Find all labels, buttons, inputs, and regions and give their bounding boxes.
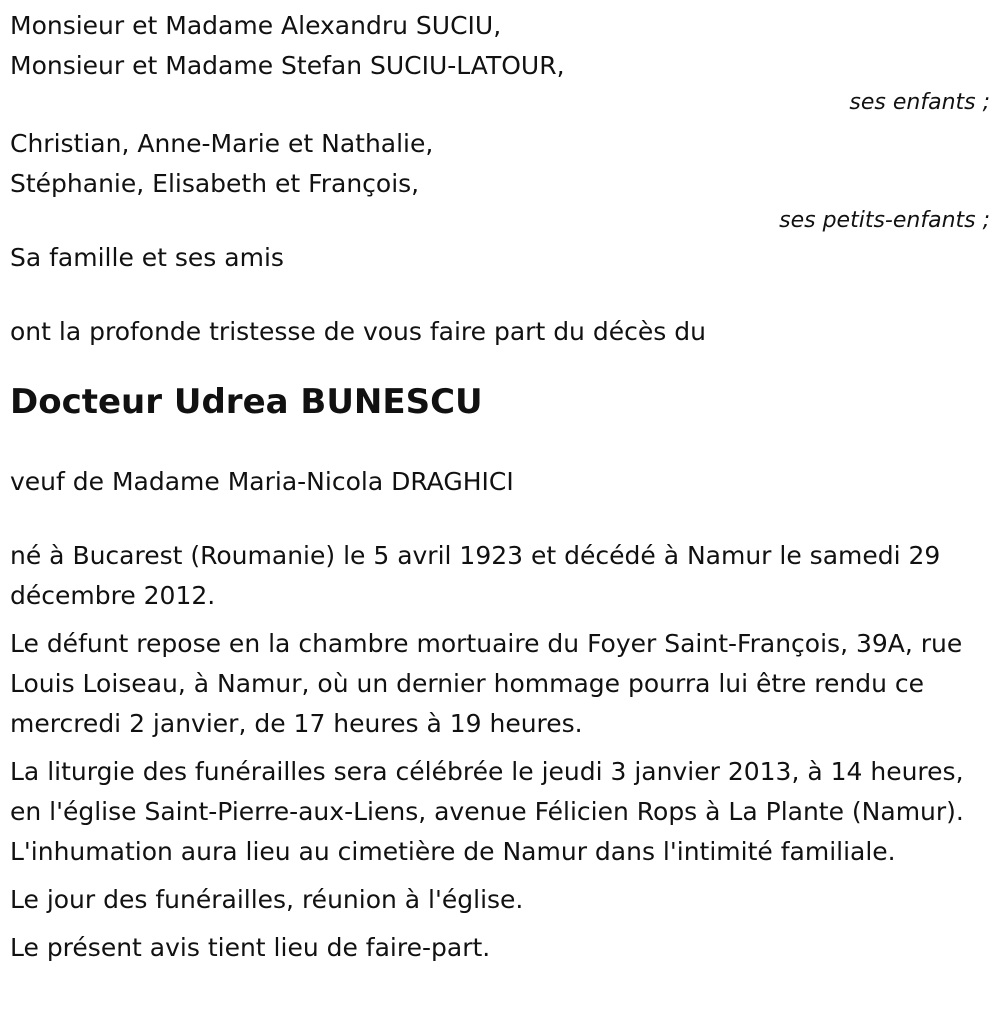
spacer (10, 872, 990, 880)
widower-of: veuf de Madame Maria-Nicola DRAGHICI (10, 467, 514, 496)
children-role: ses enfants ; (849, 90, 990, 115)
family-line: Sa famille et ses amis (10, 243, 284, 272)
spacer (10, 502, 990, 536)
spacer (10, 278, 990, 312)
obituary-notice (10, 6, 990, 968)
closing: Le présent avis tient lieu de faire-part. (10, 933, 491, 962)
birth-death: né à Bucarest (Roumanie) le 5 avril 1923 et décédé à Namur le samedi 29 décembre 2012. (10, 541, 941, 610)
spacer (10, 744, 990, 752)
spacer (10, 352, 990, 376)
grandchildren-line-2: Stéphanie, Elisabeth et François, (10, 169, 420, 198)
rest-place: Le défunt repose en la chambre mortuaire du Foyer Saint-François, 39A, rue Louis Loiseau, à Namur, où un dernier hommage pourra lui être rendu ce mercredi 2 janvier, de 17 heures à 19 heures. (10, 629, 963, 738)
liturgy: La liturgie des funérailles sera célébrée le jeudi 3 janvier 2013, à 14 heures, en l'église Saint-Pierre-aux-Liens, avenue Félicien Rops à La Plante (Namur). L'inhumation aura lieu au cimetière de Namur dans l'intimité familiale. (10, 757, 964, 866)
spacer (10, 428, 990, 462)
spacer (10, 920, 990, 928)
gathering: Le jour des funérailles, réunion à l'église. (10, 885, 524, 914)
grandchildren-line-1: Christian, Anne-Marie et Nathalie, (10, 129, 434, 158)
children-line-1: Monsieur et Madame Alexandru SUCIU, (10, 11, 502, 40)
announcement: ont la profonde tristesse de vous faire part du décès du (10, 317, 706, 346)
deceased-name: Docteur Udrea BUNESCU (10, 382, 483, 422)
children-line-2: Monsieur et Madame Stefan SUCIU-LATOUR, (10, 51, 565, 80)
spacer (10, 616, 990, 624)
grandchildren-role: ses petits-enfants ; (779, 208, 990, 233)
